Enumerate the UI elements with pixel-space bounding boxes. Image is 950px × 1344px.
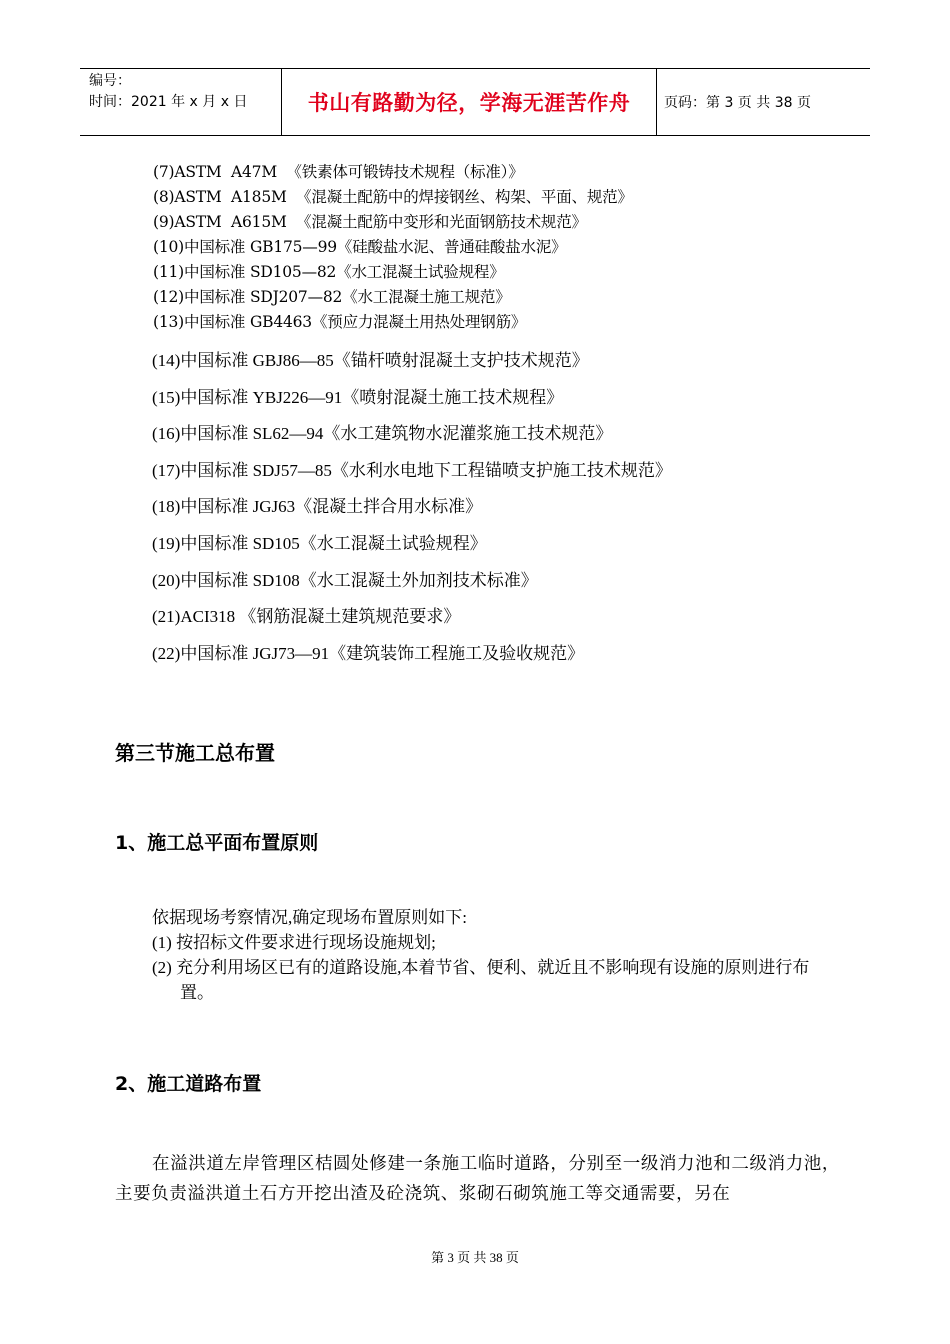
page-footer: 第 3 页 共 38 页 (431, 1250, 519, 1265)
reference-item: (17)中国标准 SDJ57—85《水利水电地下工程锚喷支护施工技术规范》 (152, 460, 672, 480)
reference-item: (20)中国标准 SD108《水工混凝土外加剂技术标准》 (152, 570, 538, 590)
layout-principles-block (152, 905, 842, 1005)
reference-item: (9)ASTM A615M 《混凝土配筋中变形和光面钢筋技术规范》 (153, 213, 587, 231)
reference-item: (13)中国标准 GB4463《预应力混凝土用热处理钢筋》 (153, 313, 527, 331)
reference-item: (15)中国标准 YBJ226—91《喷射混凝土施工技术规程》 (152, 387, 564, 407)
reference-item: (11)中国标准 SD105—82《水工混凝土试验规程》 (153, 263, 505, 281)
principles-intro: 依据现场考察情况,确定现场布置原则如下: (152, 908, 467, 927)
road-layout-paragraph: 在溢洪道左岸管理区桔圆处修建一条施工临时道路，分别至一级消力池和二级消力池，主要负责溢洪道土石方开挖出渣及砼浇筑、浆砌石砌筑施工等交通需要，另在 (115, 1153, 840, 1203)
reference-item: (14)中国标准 GBJ86—85《锚杆喷射混凝土支护技术规范》 (152, 351, 589, 370)
reference-item: (12)中国标准 SDJ207—82《水工混凝土施工规范》 (153, 288, 511, 306)
reference-item: (7)ASTM A47M 《铁素体可锻铸技术规程（标准）》 (153, 163, 524, 181)
reference-list-compact (153, 160, 633, 335)
principle-item: (1) 按招标文件要求进行现场设施规划; (152, 933, 436, 952)
page-header (80, 68, 870, 136)
reference-item: (10)中国标准 GB175—99《硅酸盐水泥、普通硅酸盐水泥》 (153, 238, 567, 256)
header-meta (80, 69, 282, 135)
section-heading: 第三节施工总布置 (115, 741, 275, 765)
reference-item: (16)中国标准 SL62—94《水工建筑物水泥灌浆施工技术规范》 (152, 424, 613, 444)
header-motto: 书山有路勤为径，学海无涯苦作舟 (282, 69, 657, 135)
subsection-heading-road-layout: 2、施工道路布置 (115, 1073, 262, 1095)
header-page-info: 页码：第 3 页 共 38 页 (664, 95, 811, 111)
reference-item: (22)中国标准 JGJ73—91《建筑装饰工程施工及验收规范》 (152, 643, 585, 663)
reference-item: (19)中国标准 SD105《水工混凝土试验规程》 (152, 533, 487, 553)
reference-item: (21)ACI318 《钢筋混凝土建筑规范要求》 (152, 607, 461, 627)
subsection-heading-layout-principles: 1、施工总平面布置原则 (115, 832, 319, 854)
document-number-label: 编号： (89, 73, 131, 89)
reference-list-wide (152, 343, 672, 672)
principle-item: (2) 充分利用场区已有的道路设施,本着节省、便利、就近且不影响现有设施的原则进行布置。 (152, 958, 810, 1002)
document-time-label: 时间：2021 年 x 月 x 日 (89, 94, 248, 110)
reference-item: (18)中国标准 JGJ63《混凝土拌合用水标准》 (152, 497, 483, 517)
reference-item: (8)ASTM A185M 《混凝土配筋中的焊接钢丝、构架、平面、规范》 (153, 188, 633, 206)
